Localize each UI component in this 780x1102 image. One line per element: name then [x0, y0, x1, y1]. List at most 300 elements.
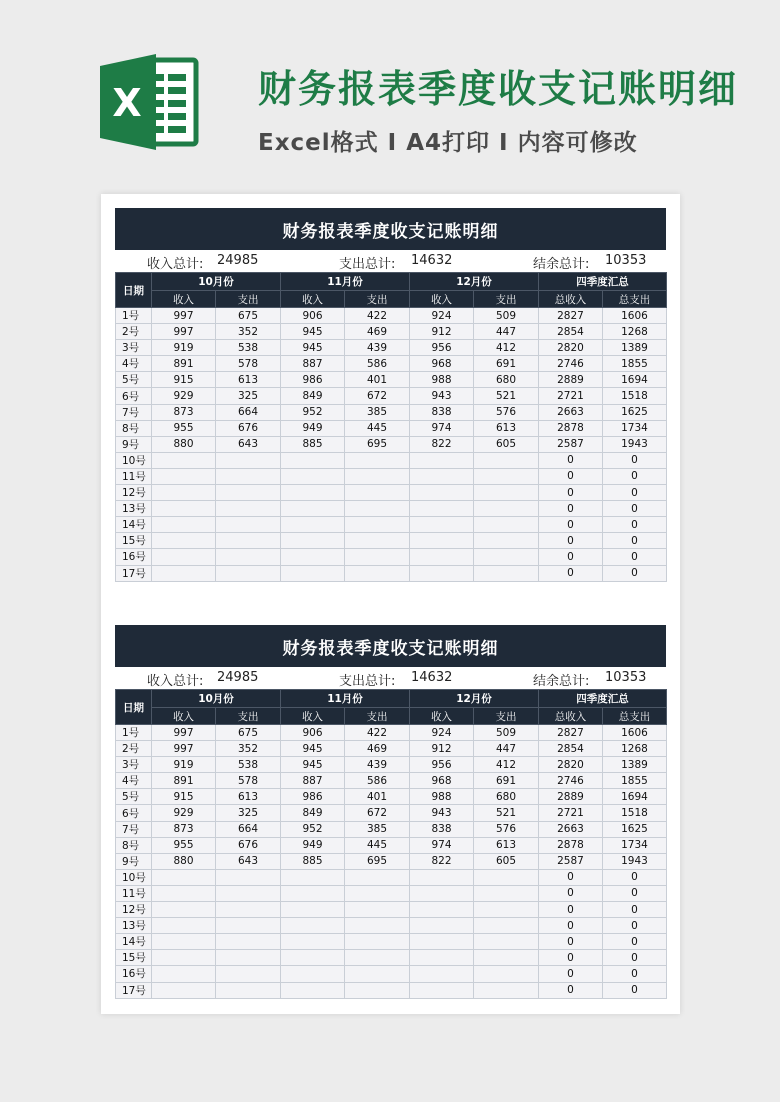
amount-cell[interactable]: [345, 517, 410, 533]
amount-cell[interactable]: 1625: [603, 821, 667, 837]
amount-cell[interactable]: 2827: [539, 725, 603, 741]
amount-cell[interactable]: 0: [539, 533, 603, 549]
amount-cell[interactable]: 2878: [539, 837, 603, 853]
amount-cell[interactable]: 0: [603, 468, 667, 484]
amount-cell[interactable]: 578: [216, 356, 281, 372]
amount-cell[interactable]: 956: [410, 340, 474, 356]
amount-cell[interactable]: 997: [152, 324, 216, 340]
amount-cell[interactable]: 943: [410, 388, 474, 404]
amount-cell[interactable]: 469: [345, 324, 410, 340]
day-cell[interactable]: 8号: [116, 420, 152, 436]
day-cell[interactable]: 3号: [116, 757, 152, 773]
amount-cell[interactable]: [410, 501, 474, 517]
amount-cell[interactable]: [410, 485, 474, 501]
amount-cell[interactable]: 695: [345, 436, 410, 452]
day-cell[interactable]: 1号: [116, 725, 152, 741]
amount-cell[interactable]: [474, 517, 539, 533]
amount-cell[interactable]: [216, 902, 281, 918]
day-cell[interactable]: 4号: [116, 773, 152, 789]
amount-cell[interactable]: 605: [474, 436, 539, 452]
amount-cell[interactable]: 2721: [539, 805, 603, 821]
amount-cell[interactable]: [281, 934, 345, 950]
amount-cell[interactable]: 521: [474, 805, 539, 821]
amount-cell[interactable]: 929: [152, 805, 216, 821]
amount-cell[interactable]: 0: [539, 485, 603, 501]
amount-cell[interactable]: 412: [474, 340, 539, 356]
amount-cell[interactable]: 997: [152, 725, 216, 741]
amount-cell[interactable]: 664: [216, 821, 281, 837]
amount-cell[interactable]: [216, 501, 281, 517]
amount-cell[interactable]: [216, 549, 281, 565]
amount-cell[interactable]: 2854: [539, 324, 603, 340]
amount-cell[interactable]: [345, 468, 410, 484]
amount-cell[interactable]: 691: [474, 773, 539, 789]
amount-cell[interactable]: 1694: [603, 789, 667, 805]
amount-cell[interactable]: [216, 950, 281, 966]
amount-cell[interactable]: [474, 549, 539, 565]
amount-cell[interactable]: [281, 982, 345, 998]
amount-cell[interactable]: [474, 452, 539, 468]
amount-cell[interactable]: 929: [152, 388, 216, 404]
amount-cell[interactable]: 1855: [603, 356, 667, 372]
amount-cell[interactable]: 906: [281, 725, 345, 741]
amount-cell[interactable]: 956: [410, 757, 474, 773]
amount-cell[interactable]: [281, 869, 345, 885]
amount-cell[interactable]: [281, 468, 345, 484]
amount-cell[interactable]: 2721: [539, 388, 603, 404]
amount-cell[interactable]: 422: [345, 725, 410, 741]
amount-cell[interactable]: [410, 918, 474, 934]
amount-cell[interactable]: 0: [603, 982, 667, 998]
amount-cell[interactable]: [216, 485, 281, 501]
day-cell[interactable]: 6号: [116, 388, 152, 404]
day-cell[interactable]: 13号: [116, 501, 152, 517]
amount-cell[interactable]: 0: [603, 869, 667, 885]
amount-cell[interactable]: 1734: [603, 420, 667, 436]
amount-cell[interactable]: 2587: [539, 436, 603, 452]
amount-cell[interactable]: [281, 966, 345, 982]
amount-cell[interactable]: 906: [281, 308, 345, 324]
amount-cell[interactable]: 1518: [603, 805, 667, 821]
amount-cell[interactable]: [216, 869, 281, 885]
amount-cell[interactable]: 2820: [539, 757, 603, 773]
amount-cell[interactable]: [152, 982, 216, 998]
amount-cell[interactable]: [281, 902, 345, 918]
day-cell[interactable]: 11号: [116, 885, 152, 901]
amount-cell[interactable]: 672: [345, 388, 410, 404]
amount-cell[interactable]: 912: [410, 741, 474, 757]
amount-cell[interactable]: 613: [216, 789, 281, 805]
amount-cell[interactable]: [216, 934, 281, 950]
amount-cell[interactable]: 968: [410, 773, 474, 789]
amount-cell[interactable]: 952: [281, 404, 345, 420]
amount-cell[interactable]: 945: [281, 757, 345, 773]
amount-cell[interactable]: 0: [603, 934, 667, 950]
amount-cell[interactable]: 675: [216, 725, 281, 741]
amount-cell[interactable]: 578: [216, 773, 281, 789]
amount-cell[interactable]: [410, 452, 474, 468]
amount-cell[interactable]: 915: [152, 372, 216, 388]
amount-cell[interactable]: [216, 468, 281, 484]
day-cell[interactable]: 9号: [116, 436, 152, 452]
amount-cell[interactable]: [474, 565, 539, 581]
amount-cell[interactable]: [152, 966, 216, 982]
day-cell[interactable]: 14号: [116, 934, 152, 950]
amount-cell[interactable]: [216, 966, 281, 982]
amount-cell[interactable]: 880: [152, 436, 216, 452]
amount-cell[interactable]: [345, 533, 410, 549]
amount-cell[interactable]: 1268: [603, 324, 667, 340]
amount-cell[interactable]: 919: [152, 340, 216, 356]
amount-cell[interactable]: [281, 549, 345, 565]
amount-cell[interactable]: [281, 885, 345, 901]
amount-cell[interactable]: [410, 934, 474, 950]
amount-cell[interactable]: [410, 468, 474, 484]
amount-cell[interactable]: 1268: [603, 741, 667, 757]
amount-cell[interactable]: 0: [539, 950, 603, 966]
amount-cell[interactable]: 1389: [603, 340, 667, 356]
amount-cell[interactable]: 2820: [539, 340, 603, 356]
amount-cell[interactable]: 822: [410, 853, 474, 869]
amount-cell[interactable]: 885: [281, 853, 345, 869]
amount-cell[interactable]: 0: [603, 485, 667, 501]
amount-cell[interactable]: [474, 918, 539, 934]
amount-cell[interactable]: [281, 918, 345, 934]
amount-cell[interactable]: 974: [410, 420, 474, 436]
amount-cell[interactable]: 325: [216, 388, 281, 404]
amount-cell[interactable]: 538: [216, 757, 281, 773]
amount-cell[interactable]: 445: [345, 837, 410, 853]
amount-cell[interactable]: 445: [345, 420, 410, 436]
amount-cell[interactable]: 945: [281, 340, 345, 356]
amount-cell[interactable]: 0: [539, 468, 603, 484]
amount-cell[interactable]: 0: [539, 869, 603, 885]
day-cell[interactable]: 12号: [116, 902, 152, 918]
amount-cell[interactable]: [410, 885, 474, 901]
amount-cell[interactable]: [216, 517, 281, 533]
day-cell[interactable]: 15号: [116, 533, 152, 549]
amount-cell[interactable]: 325: [216, 805, 281, 821]
amount-cell[interactable]: [216, 885, 281, 901]
day-cell[interactable]: 5号: [116, 789, 152, 805]
amount-cell[interactable]: 0: [603, 950, 667, 966]
amount-cell[interactable]: [410, 549, 474, 565]
amount-cell[interactable]: 0: [539, 885, 603, 901]
amount-cell[interactable]: [345, 934, 410, 950]
day-cell[interactable]: 8号: [116, 837, 152, 853]
amount-cell[interactable]: [152, 950, 216, 966]
amount-cell[interactable]: 2663: [539, 821, 603, 837]
amount-cell[interactable]: 0: [603, 565, 667, 581]
amount-cell[interactable]: 1606: [603, 725, 667, 741]
amount-cell[interactable]: 943: [410, 805, 474, 821]
amount-cell[interactable]: [152, 934, 216, 950]
day-cell[interactable]: 10号: [116, 869, 152, 885]
amount-cell[interactable]: [474, 902, 539, 918]
amount-cell[interactable]: [152, 885, 216, 901]
amount-cell[interactable]: [152, 452, 216, 468]
amount-cell[interactable]: 1625: [603, 404, 667, 420]
amount-cell[interactable]: 538: [216, 340, 281, 356]
amount-cell[interactable]: 352: [216, 741, 281, 757]
day-cell[interactable]: 17号: [116, 982, 152, 998]
amount-cell[interactable]: 586: [345, 356, 410, 372]
amount-cell[interactable]: 945: [281, 741, 345, 757]
amount-cell[interactable]: 873: [152, 821, 216, 837]
amount-cell[interactable]: 891: [152, 356, 216, 372]
amount-cell[interactable]: 0: [603, 452, 667, 468]
amount-cell[interactable]: [474, 934, 539, 950]
amount-cell[interactable]: [152, 533, 216, 549]
amount-cell[interactable]: 986: [281, 372, 345, 388]
day-cell[interactable]: 7号: [116, 821, 152, 837]
amount-cell[interactable]: 605: [474, 853, 539, 869]
amount-cell[interactable]: [152, 485, 216, 501]
day-cell[interactable]: 15号: [116, 950, 152, 966]
amount-cell[interactable]: 680: [474, 372, 539, 388]
amount-cell[interactable]: [281, 517, 345, 533]
day-cell[interactable]: 13号: [116, 918, 152, 934]
amount-cell[interactable]: [410, 902, 474, 918]
amount-cell[interactable]: 0: [539, 982, 603, 998]
amount-cell[interactable]: [281, 485, 345, 501]
amount-cell[interactable]: 1943: [603, 436, 667, 452]
amount-cell[interactable]: 2827: [539, 308, 603, 324]
amount-cell[interactable]: 0: [603, 549, 667, 565]
amount-cell[interactable]: [474, 485, 539, 501]
amount-cell[interactable]: 672: [345, 805, 410, 821]
amount-cell[interactable]: 439: [345, 340, 410, 356]
amount-cell[interactable]: [474, 982, 539, 998]
amount-cell[interactable]: 613: [474, 420, 539, 436]
amount-cell[interactable]: 1734: [603, 837, 667, 853]
amount-cell[interactable]: 924: [410, 725, 474, 741]
amount-cell[interactable]: 447: [474, 324, 539, 340]
amount-cell[interactable]: 0: [603, 918, 667, 934]
amount-cell[interactable]: [474, 869, 539, 885]
amount-cell[interactable]: 412: [474, 757, 539, 773]
amount-cell[interactable]: [410, 869, 474, 885]
amount-cell[interactable]: [281, 452, 345, 468]
amount-cell[interactable]: 675: [216, 308, 281, 324]
amount-cell[interactable]: 887: [281, 356, 345, 372]
amount-cell[interactable]: 849: [281, 388, 345, 404]
day-cell[interactable]: 3号: [116, 340, 152, 356]
amount-cell[interactable]: [281, 501, 345, 517]
amount-cell[interactable]: [474, 468, 539, 484]
amount-cell[interactable]: 887: [281, 773, 345, 789]
amount-cell[interactable]: 988: [410, 372, 474, 388]
amount-cell[interactable]: 643: [216, 853, 281, 869]
amount-cell[interactable]: [410, 950, 474, 966]
amount-cell[interactable]: 1518: [603, 388, 667, 404]
amount-cell[interactable]: [474, 950, 539, 966]
amount-cell[interactable]: [152, 565, 216, 581]
amount-cell[interactable]: 849: [281, 805, 345, 821]
amount-cell[interactable]: 949: [281, 837, 345, 853]
amount-cell[interactable]: 401: [345, 789, 410, 805]
day-cell[interactable]: 4号: [116, 356, 152, 372]
amount-cell[interactable]: 385: [345, 404, 410, 420]
amount-cell[interactable]: 0: [603, 501, 667, 517]
amount-cell[interactable]: [474, 501, 539, 517]
day-cell[interactable]: 9号: [116, 853, 152, 869]
amount-cell[interactable]: 2878: [539, 420, 603, 436]
amount-cell[interactable]: [345, 982, 410, 998]
amount-cell[interactable]: [152, 918, 216, 934]
amount-cell[interactable]: 676: [216, 837, 281, 853]
amount-cell[interactable]: 2663: [539, 404, 603, 420]
amount-cell[interactable]: 1606: [603, 308, 667, 324]
amount-cell[interactable]: 695: [345, 853, 410, 869]
amount-cell[interactable]: 0: [603, 966, 667, 982]
amount-cell[interactable]: 509: [474, 308, 539, 324]
day-cell[interactable]: 1号: [116, 308, 152, 324]
amount-cell[interactable]: 873: [152, 404, 216, 420]
day-cell[interactable]: 14号: [116, 517, 152, 533]
amount-cell[interactable]: 691: [474, 356, 539, 372]
amount-cell[interactable]: 643: [216, 436, 281, 452]
amount-cell[interactable]: 1943: [603, 853, 667, 869]
amount-cell[interactable]: 586: [345, 773, 410, 789]
amount-cell[interactable]: 912: [410, 324, 474, 340]
amount-cell[interactable]: [345, 549, 410, 565]
amount-cell[interactable]: 838: [410, 404, 474, 420]
amount-cell[interactable]: [152, 549, 216, 565]
amount-cell[interactable]: [474, 533, 539, 549]
amount-cell[interactable]: 2746: [539, 356, 603, 372]
amount-cell[interactable]: 955: [152, 837, 216, 853]
amount-cell[interactable]: 924: [410, 308, 474, 324]
amount-cell[interactable]: [410, 982, 474, 998]
amount-cell[interactable]: 1389: [603, 757, 667, 773]
amount-cell[interactable]: 997: [152, 308, 216, 324]
day-cell[interactable]: 5号: [116, 372, 152, 388]
amount-cell[interactable]: 988: [410, 789, 474, 805]
amount-cell[interactable]: 0: [539, 501, 603, 517]
day-cell[interactable]: 2号: [116, 741, 152, 757]
amount-cell[interactable]: 352: [216, 324, 281, 340]
amount-cell[interactable]: 885: [281, 436, 345, 452]
amount-cell[interactable]: 997: [152, 741, 216, 757]
amount-cell[interactable]: 401: [345, 372, 410, 388]
amount-cell[interactable]: [281, 950, 345, 966]
amount-cell[interactable]: 0: [539, 966, 603, 982]
amount-cell[interactable]: 891: [152, 773, 216, 789]
amount-cell[interactable]: 2889: [539, 372, 603, 388]
amount-cell[interactable]: 838: [410, 821, 474, 837]
amount-cell[interactable]: 0: [539, 902, 603, 918]
amount-cell[interactable]: [216, 452, 281, 468]
amount-cell[interactable]: 680: [474, 789, 539, 805]
amount-cell[interactable]: [410, 533, 474, 549]
amount-cell[interactable]: [216, 533, 281, 549]
amount-cell[interactable]: 2889: [539, 789, 603, 805]
amount-cell[interactable]: 822: [410, 436, 474, 452]
amount-cell[interactable]: 0: [539, 565, 603, 581]
amount-cell[interactable]: [410, 517, 474, 533]
amount-cell[interactable]: 422: [345, 308, 410, 324]
amount-cell[interactable]: [345, 950, 410, 966]
day-cell[interactable]: 11号: [116, 468, 152, 484]
day-cell[interactable]: 6号: [116, 805, 152, 821]
amount-cell[interactable]: [345, 902, 410, 918]
day-cell[interactable]: 17号: [116, 565, 152, 581]
amount-cell[interactable]: 915: [152, 789, 216, 805]
amount-cell[interactable]: [152, 501, 216, 517]
amount-cell[interactable]: 509: [474, 725, 539, 741]
amount-cell[interactable]: 0: [539, 918, 603, 934]
amount-cell[interactable]: [152, 517, 216, 533]
amount-cell[interactable]: [345, 869, 410, 885]
day-cell[interactable]: 7号: [116, 404, 152, 420]
amount-cell[interactable]: 439: [345, 757, 410, 773]
amount-cell[interactable]: [345, 966, 410, 982]
amount-cell[interactable]: 2854: [539, 741, 603, 757]
amount-cell[interactable]: 664: [216, 404, 281, 420]
amount-cell[interactable]: [152, 468, 216, 484]
day-cell[interactable]: 16号: [116, 549, 152, 565]
amount-cell[interactable]: 0: [603, 533, 667, 549]
amount-cell[interactable]: [216, 565, 281, 581]
amount-cell[interactable]: 2587: [539, 853, 603, 869]
day-cell[interactable]: 2号: [116, 324, 152, 340]
amount-cell[interactable]: 986: [281, 789, 345, 805]
amount-cell[interactable]: [345, 565, 410, 581]
amount-cell[interactable]: [410, 565, 474, 581]
amount-cell[interactable]: 968: [410, 356, 474, 372]
amount-cell[interactable]: [216, 982, 281, 998]
amount-cell[interactable]: 2746: [539, 773, 603, 789]
amount-cell[interactable]: 919: [152, 757, 216, 773]
amount-cell[interactable]: [410, 966, 474, 982]
amount-cell[interactable]: [345, 885, 410, 901]
amount-cell[interactable]: 385: [345, 821, 410, 837]
amount-cell[interactable]: 0: [539, 517, 603, 533]
amount-cell[interactable]: 945: [281, 324, 345, 340]
amount-cell[interactable]: 1855: [603, 773, 667, 789]
amount-cell[interactable]: 0: [603, 885, 667, 901]
amount-cell[interactable]: [345, 485, 410, 501]
amount-cell[interactable]: 974: [410, 837, 474, 853]
amount-cell[interactable]: [474, 966, 539, 982]
amount-cell[interactable]: 949: [281, 420, 345, 436]
amount-cell[interactable]: [152, 869, 216, 885]
amount-cell[interactable]: [345, 501, 410, 517]
amount-cell[interactable]: 1694: [603, 372, 667, 388]
amount-cell[interactable]: [281, 565, 345, 581]
amount-cell[interactable]: 576: [474, 404, 539, 420]
amount-cell[interactable]: [474, 885, 539, 901]
amount-cell[interactable]: 952: [281, 821, 345, 837]
amount-cell[interactable]: 880: [152, 853, 216, 869]
amount-cell[interactable]: 0: [539, 452, 603, 468]
amount-cell[interactable]: 0: [603, 902, 667, 918]
day-cell[interactable]: 10号: [116, 452, 152, 468]
amount-cell[interactable]: 613: [474, 837, 539, 853]
amount-cell[interactable]: [216, 918, 281, 934]
amount-cell[interactable]: [345, 918, 410, 934]
amount-cell[interactable]: 521: [474, 388, 539, 404]
amount-cell[interactable]: 0: [539, 934, 603, 950]
amount-cell[interactable]: 447: [474, 741, 539, 757]
amount-cell[interactable]: 955: [152, 420, 216, 436]
amount-cell[interactable]: 576: [474, 821, 539, 837]
amount-cell[interactable]: [345, 452, 410, 468]
amount-cell[interactable]: [281, 533, 345, 549]
amount-cell[interactable]: 469: [345, 741, 410, 757]
day-cell[interactable]: 12号: [116, 485, 152, 501]
